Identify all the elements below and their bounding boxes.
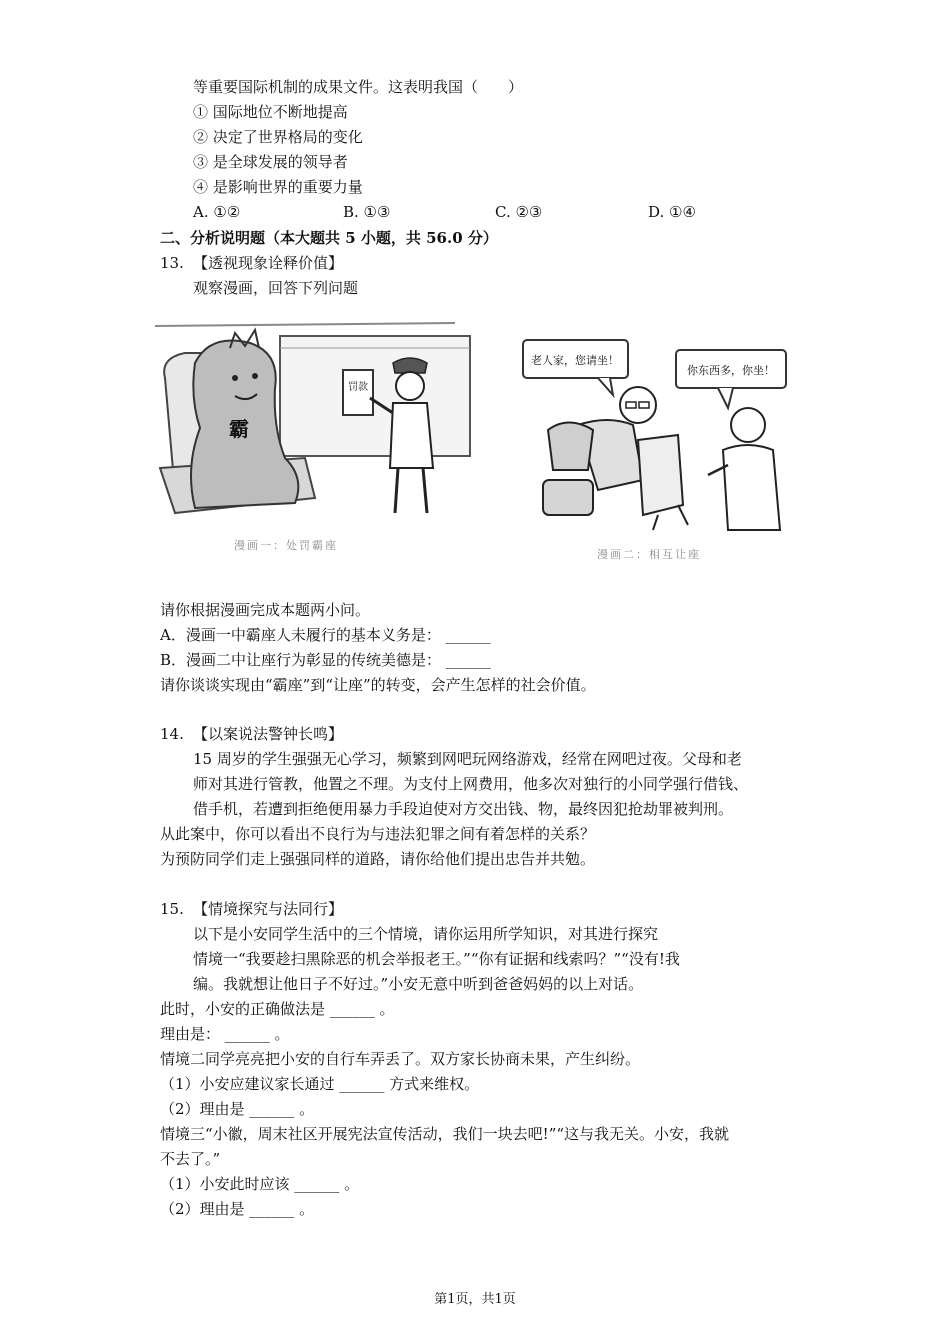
q13-line-2: A．漫画一中霸座人未履行的基本义务是： ______ — [160, 626, 491, 644]
q12-stem: 等重要国际机制的成果文件。这表明我国（ ） — [193, 78, 524, 96]
q12-option-a: A. ①② — [193, 203, 241, 221]
page-footer: 第1页，共1页 — [434, 1292, 516, 1307]
q14-line-4: 从此案中，你可以看出不良行为与违法犯罪之间有着怎样的关系？ — [160, 825, 596, 843]
q12-option-c: C. ②③ — [495, 203, 543, 221]
comic-one-illustration — [155, 318, 480, 518]
q13-line-4: 请你谈谈实现由“霸座”到“让座”的转变，会产生怎样的社会价值。 — [160, 676, 596, 694]
q15-line-4: 此时，小安的正确做法是 ______ 。 — [160, 1000, 395, 1018]
q14-line-3: 借手机，若遭到拒绝便用暴力手段迫使对方交出钱、物，最终因犯抢劫罪被判刑。 — [193, 800, 734, 818]
bubble-right-text: 你东西多，你坐！ — [687, 364, 775, 377]
q12-option-d: D. ①④ — [648, 203, 696, 221]
q15-line-7: （1）小安应建议家长通过 ______ 方式来维权。 — [160, 1075, 480, 1093]
q15-line-3: 编。我就想让他日子不好过。”小安无意中听到爸爸妈妈的以上对话。 — [193, 975, 644, 993]
q14-number: 14. — [160, 725, 184, 743]
q15-line-1: 以下是小安同学生活中的三个情境，请你运用所学知识，对其进行探究 — [193, 925, 659, 943]
q13-number: 13. — [160, 254, 184, 272]
q14-heading: 【以案说法警钟长鸣】 — [193, 725, 344, 743]
comic-two-caption: 漫画二：相互让座 — [597, 548, 701, 561]
q15-line-11: （1）小安此时应该 ______ 。 — [160, 1175, 360, 1193]
q14-line-5: 为预防同学们走上强强同样的道路，请你给他们提出忠告并共勉。 — [160, 850, 596, 868]
comic-one-caption: 漫画一：处罚霸座 — [234, 539, 338, 552]
penalty-sign-text: 罚款 — [348, 382, 368, 393]
comic-two-illustration — [518, 330, 803, 535]
q14-line-1: 15 周岁的学生强强无心学习，频繁到网吧玩网络游戏，经常在网吧过夜。父母和老 — [193, 750, 742, 768]
q13-intro: 观察漫画，回答下列问题 — [193, 279, 359, 297]
q15-line-6: 情境二同学亮亮把小安的自行车弄丢了。双方家长协商未果，产生纠纷。 — [160, 1050, 641, 1068]
q15-line-5: 理由是： ______ 。 — [160, 1025, 290, 1043]
bubble-left-text: 老人家，您请坐！ — [531, 354, 619, 367]
section-title: 二、分析说明题（本大题共 5 小题，共 56.0 分） — [160, 229, 498, 247]
q15-line-12: （2）理由是 ______ 。 — [160, 1200, 315, 1218]
q12-option-b: B. ①③ — [343, 203, 391, 221]
q15-line-10: 不去了。” — [160, 1150, 221, 1168]
q15-heading: 【情境探究与法同行】 — [193, 900, 344, 918]
q12-item-1: ① 国际地位不断地提高 — [193, 103, 348, 121]
q15-line-9: 情境三“小徽，周末社区开展宪法宣传活动，我们一块去吧!”“这与我无关。小安，我就 — [160, 1125, 730, 1143]
q15-number: 15. — [160, 900, 184, 918]
q14-line-2: 师对其进行管教，他置之不理。为支付上网费用，他多次对独行的小同学强行借钱、 — [193, 775, 749, 793]
q15-line-2: 情境一“我要趁扫黑除恶的机会举报老王。”“你有证据和线索吗？”“没有!我 — [193, 950, 680, 968]
q15-line-8: （2）理由是 ______ 。 — [160, 1100, 315, 1118]
q12-item-4: ④ 是影响世界的重要力量 — [193, 178, 363, 196]
q13-line-3: B．漫画二中让座行为彰显的传统美德是： ______ — [160, 651, 491, 669]
q13-line-1: 请你根据漫画完成本题两小问。 — [160, 601, 371, 619]
q12-item-2: ② 决定了世界格局的变化 — [193, 128, 363, 146]
q13-heading: 【透视现象诠释价值】 — [193, 254, 344, 272]
q12-item-3: ③ 是全球发展的领导者 — [193, 153, 348, 171]
seat-hog-label: 霸 — [229, 417, 249, 441]
